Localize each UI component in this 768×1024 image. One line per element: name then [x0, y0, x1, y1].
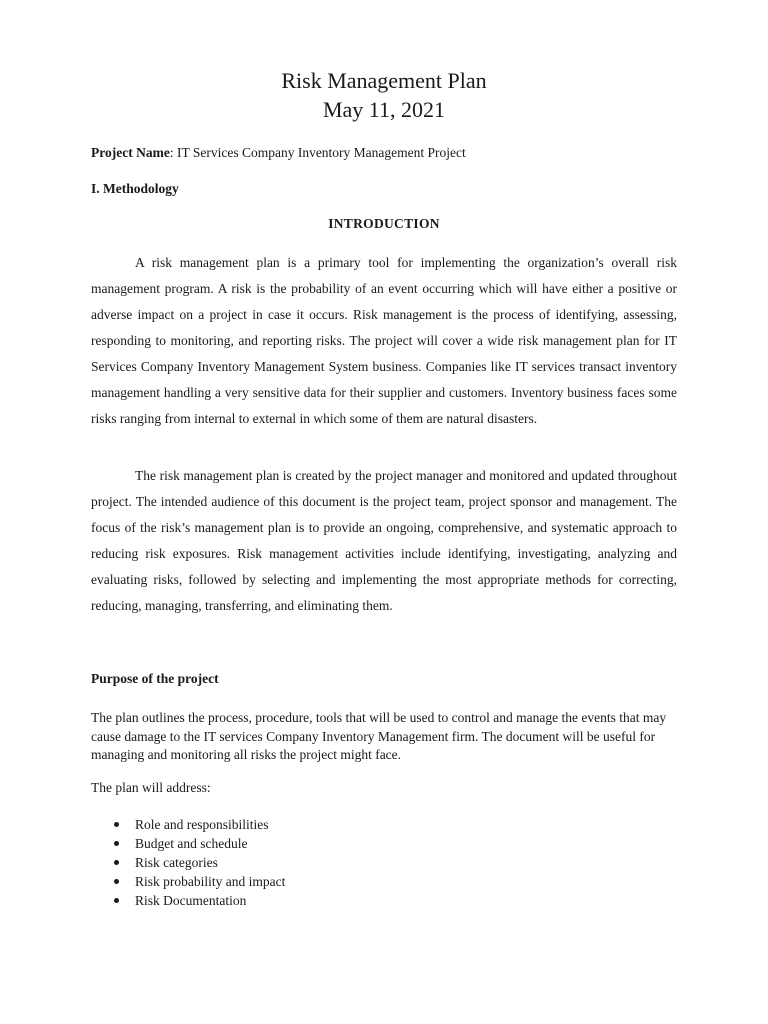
list-item-text: Risk Documentation: [135, 893, 247, 908]
project-name-line: [91, 145, 466, 161]
project-name-value: : IT Services Company Inventory Management Project: [169, 145, 466, 160]
list-item: [91, 891, 285, 910]
bullet-icon: [114, 879, 119, 884]
list-item-text: Role and responsibilities: [135, 817, 269, 832]
purpose-heading: Purpose of the project: [91, 671, 219, 686]
title-block: [0, 66, 768, 124]
list-item-text: Risk categories: [135, 855, 218, 870]
methodology-heading: I. Methodology: [91, 181, 179, 196]
document-title: Risk Management Plan: [281, 68, 487, 93]
bullet-icon: [114, 822, 119, 827]
address-list: [91, 815, 285, 910]
bullet-icon: [114, 898, 119, 903]
list-item: [91, 853, 285, 872]
bullet-icon: [114, 860, 119, 865]
project-name-label: Project Name: [91, 145, 170, 160]
list-item: [91, 815, 285, 834]
introduction-heading: INTRODUCTION: [328, 216, 440, 231]
list-item: [91, 834, 285, 853]
address-intro: The plan will address:: [91, 780, 211, 795]
bullet-icon: [114, 841, 119, 846]
list-item-text: Budget and schedule: [135, 836, 248, 851]
intro-paragraph-1: A risk management plan is a primary tool for implementing the organization’s overall risk management program. A risk is the probability of an event occurring which will have either a positive or adverse impact on a project in case it occurs. Risk management is the process of identifying, assessing, responding to monitoring, and reporting risks. The project will cover a wide risk management plan for IT Services Company Inventory Management System business. Companies like IT services transact inventory management handling a very sensitive data for their supplier and customers. Inventory business faces some risks ranging from internal to external in which some of them are natural disasters.: [91, 255, 677, 426]
list-item-text: Risk probability and impact: [135, 874, 286, 889]
intro-paragraph-2: The risk management plan is created by the project manager and monitored and updated throughout project. The intended audience of this document is the project team, project sponsor and management. The focus of the risk’s management plan is to provide an ongoing, comprehensive, and systematic approach to reducing risk exposures. Risk management activities include identifying, investigating, analyzing and evaluating risks, followed by selecting and implementing the most appropriate methods for correcting, reducing, managing, transferring, and eliminating them.: [91, 468, 677, 613]
document-date: May 11, 2021: [322, 97, 445, 122]
purpose-paragraph: The plan outlines the process, procedure, tools that will be used to control and manage the events that may cause damage to the IT services Company Inventory Management firm. The document will be useful for managing and monitoring all risks the project might face.: [91, 710, 667, 762]
list-item: [91, 872, 285, 891]
